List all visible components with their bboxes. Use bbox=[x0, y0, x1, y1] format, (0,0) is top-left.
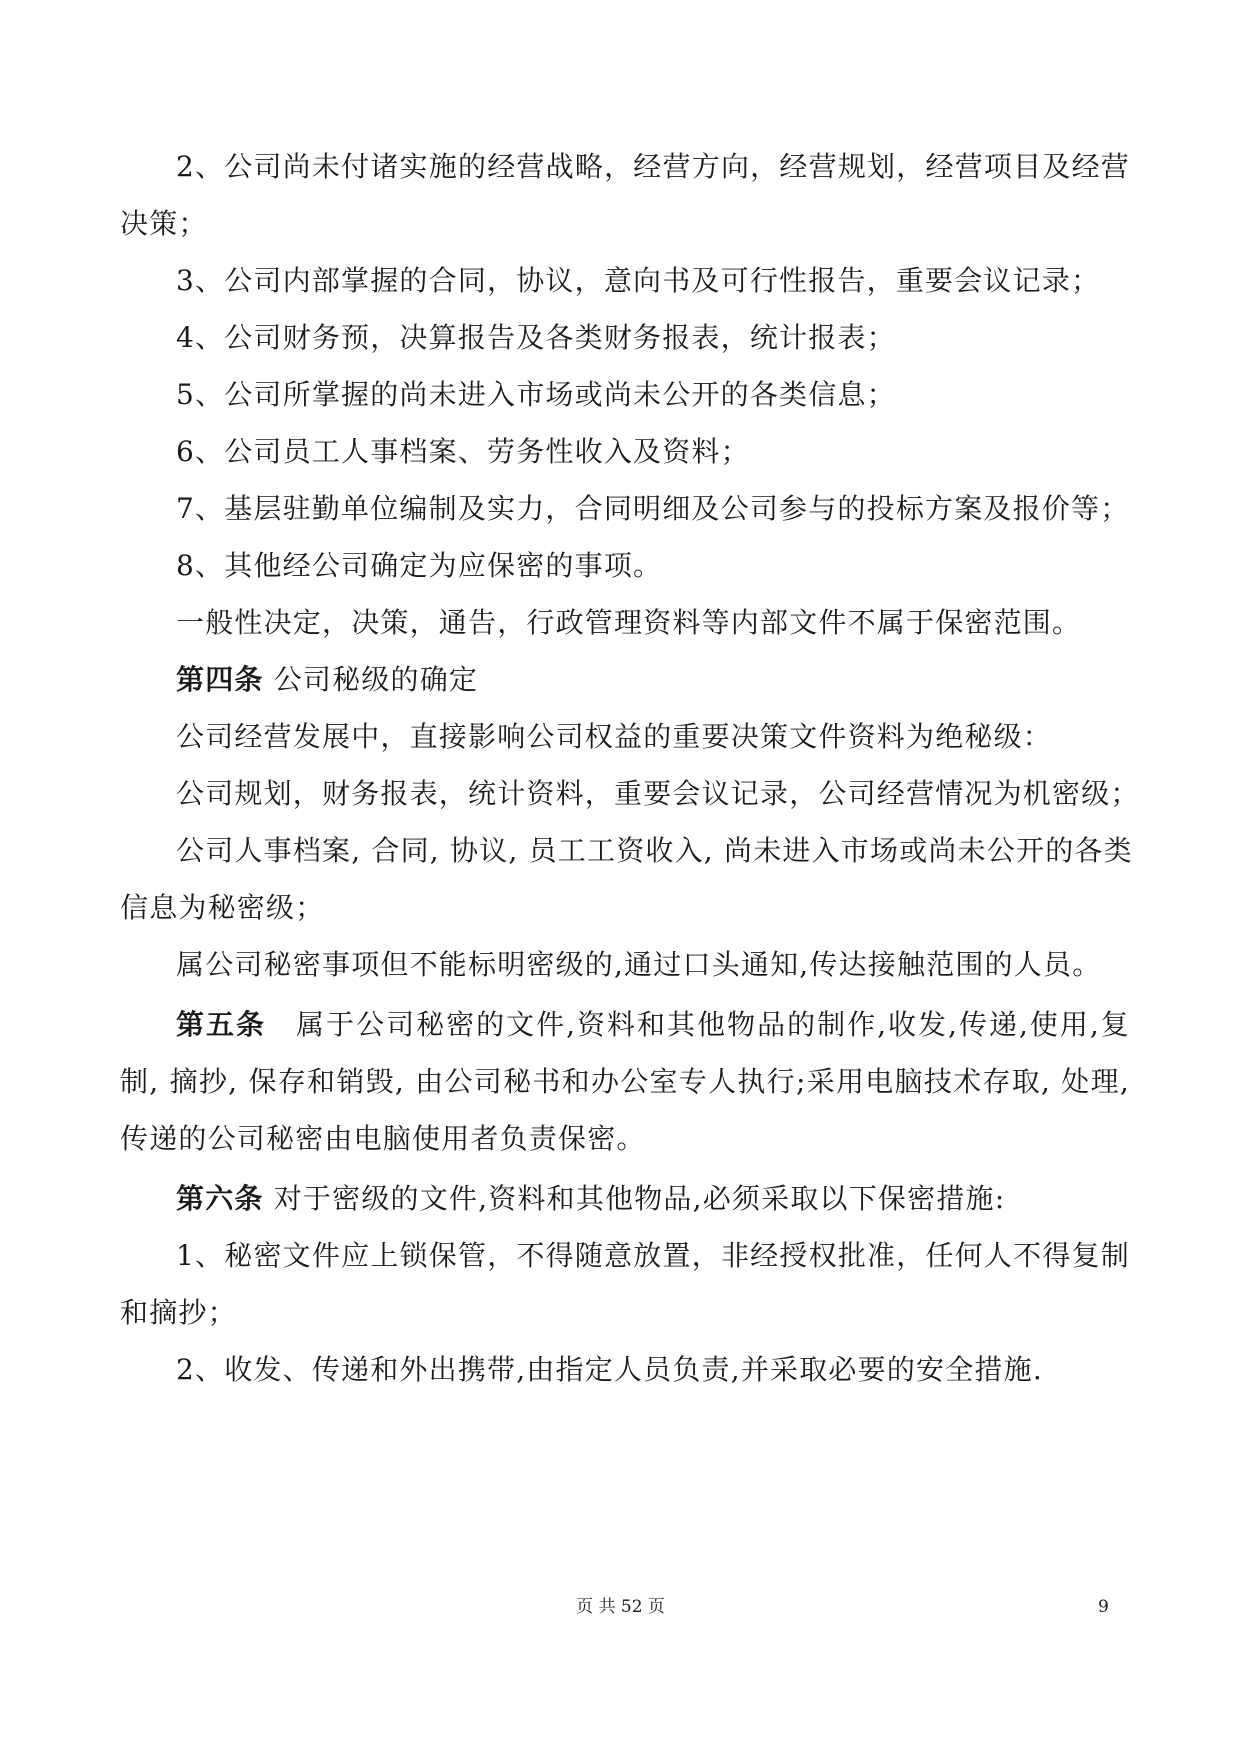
list-item-7: 7、基层驻勤单位编制及实力，合同明细及公司参与的投标方案及报价等； bbox=[176, 492, 1130, 525]
list-item-3: 3、公司内部掌握的合同，协议，意向书及可行性报告，重要会议记录； bbox=[176, 264, 1101, 297]
article-5-spacer bbox=[266, 1008, 296, 1041]
list-item-2: 2、公司尚未付诸实施的经营战略，经营方向，经营规划，经营项目及经营 bbox=[176, 150, 1130, 183]
article-5-first-line bbox=[176, 1007, 1130, 1043]
page-footer-total: 页 共 52 页 bbox=[576, 1597, 665, 1617]
verbal-notice-paragraph: 属公司秘密事项但不能标明密级的,通过口头通知,传达接触范围的人员。 bbox=[176, 948, 1102, 981]
article-6-label: 第六条 bbox=[176, 1182, 264, 1215]
measure-item-1-continued: 和摘抄； bbox=[120, 1296, 237, 1329]
list-item-6: 6、公司员工人事档案、劳务性收入及资料； bbox=[176, 435, 750, 468]
article-6-text: 对于密级的文件,资料和其他物品,必须采取以下保密措施: bbox=[273, 1182, 1006, 1215]
article-5-label: 第五条 bbox=[176, 1008, 267, 1041]
article-5-text: 属于公司秘密的文件,资料和其他物品的制作,收发,传递,使用,复 bbox=[296, 1008, 1130, 1041]
confidential-paragraph: 公司规划，财务报表，统计资料，重要会议记录，公司经营情况为机密级； bbox=[176, 777, 1140, 810]
article-4-label: 第四条 bbox=[176, 663, 264, 696]
list-item-2-continued: 决策； bbox=[120, 207, 208, 240]
exclusion-paragraph: 一般性决定，决策，通告，行政管理资料等内部文件不属于保密范围。 bbox=[176, 606, 1082, 639]
article-5-line-2: 制, 摘抄, 保存和销毁, 由公司秘书和办公室专人执行;采用电脑技术存取, 处理, bbox=[120, 1065, 1130, 1098]
list-item-4: 4、公司财务预，决算报告及各类财务报表，统计报表； bbox=[176, 321, 896, 354]
list-item-8: 8、其他经公司确定为应保密的事项。 bbox=[176, 549, 663, 582]
list-item-5: 5、公司所掌握的尚未进入市场或尚未公开的各类信息； bbox=[176, 378, 896, 411]
measure-item-1: 1、秘密文件应上锁保管，不得随意放置，非经授权批准，任何人不得复制 bbox=[176, 1239, 1130, 1272]
article-4-heading bbox=[176, 662, 1130, 698]
measure-item-2: 2、收发、传递和外出携带,由指定人员负责,并采取必要的安全措施. bbox=[176, 1353, 1043, 1386]
secret-paragraph-continued: 信息为秘密级； bbox=[120, 891, 325, 924]
article-4-title: 公司秘级的确定 bbox=[273, 663, 479, 696]
article-6-heading bbox=[176, 1181, 1130, 1217]
page-number: 9 bbox=[1098, 1597, 1109, 1617]
article-5-line-3: 传递的公司秘密由电脑使用者负责保密。 bbox=[120, 1122, 646, 1155]
top-secret-paragraph: 公司经营发展中，直接影响公司权益的重要决策文件资料为绝秘级： bbox=[176, 720, 1053, 753]
secret-paragraph: 公司人事档案, 合同, 协议, 员工工资收入, 尚未进入市场或尚未公开的各类 bbox=[176, 834, 1133, 867]
